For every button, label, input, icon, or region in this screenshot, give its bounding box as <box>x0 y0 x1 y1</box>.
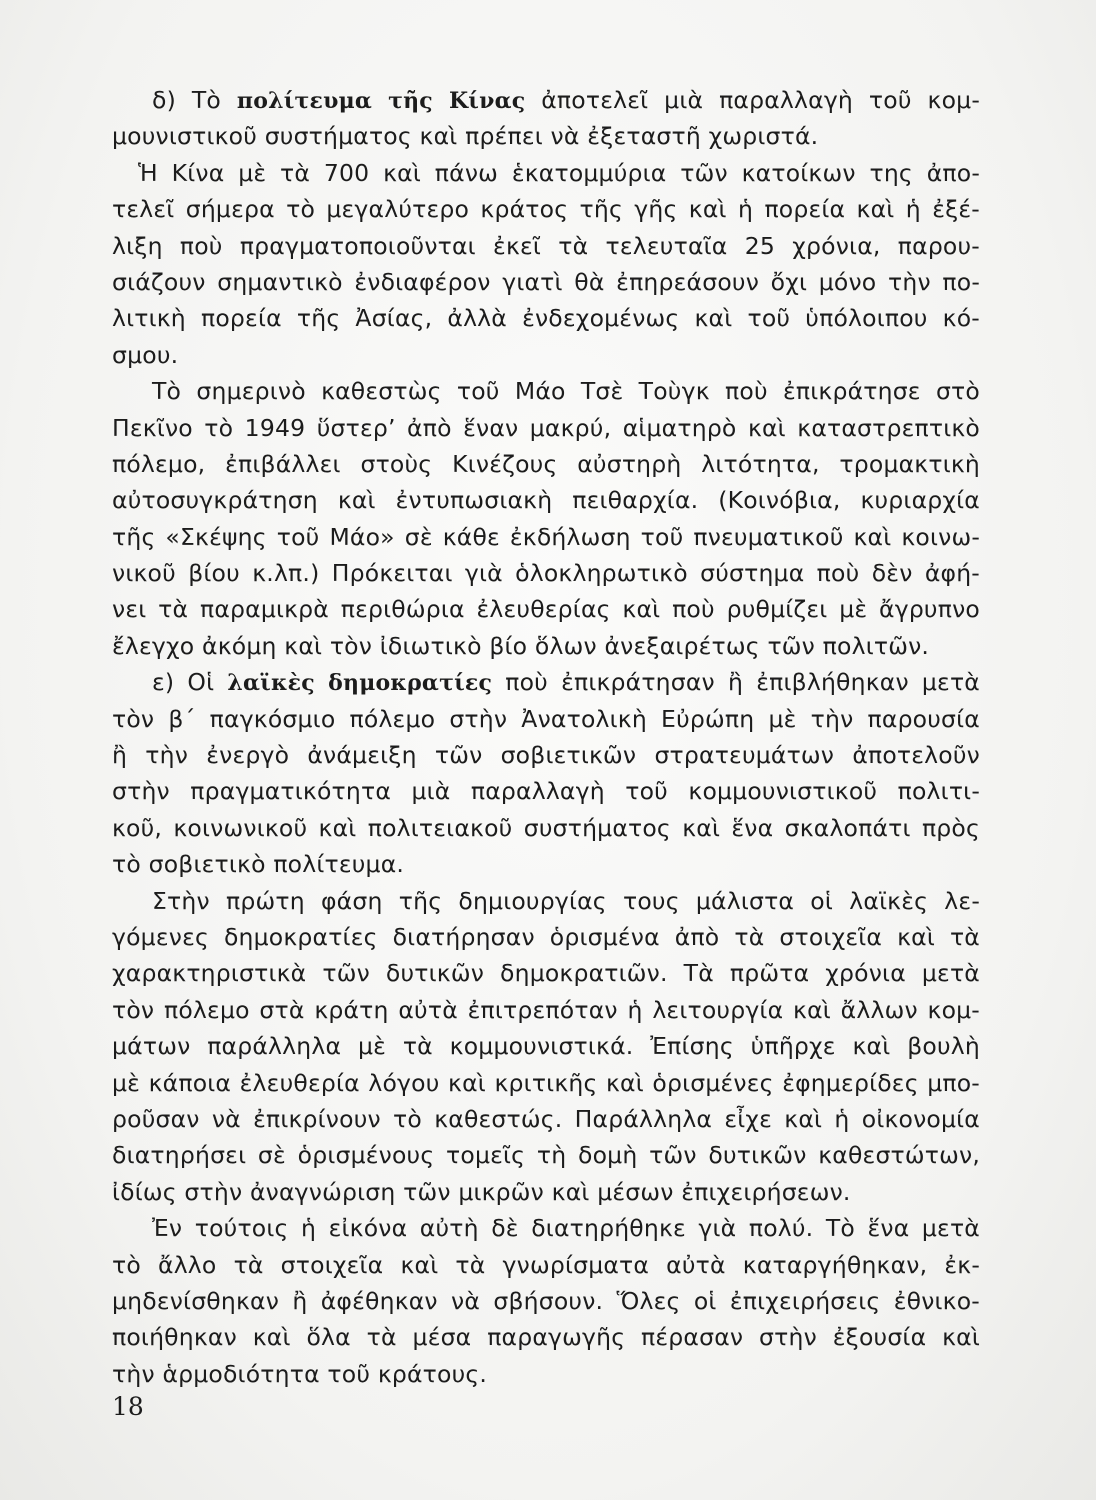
text-span: ε) Οἱ <box>152 668 228 697</box>
text-line: αὐτοσυγκράτηση καὶ ἐντυπωσιακὴ πειθαρχία. (Κοινόβια, κυριαρχία <box>112 486 980 515</box>
text-line: λιτικὴ πορεία τῆς Ἀσίας, ἀλλὰ ἐνδεχομένως καὶ τοῦ ὑπόλοιπου κό- <box>112 304 980 333</box>
text-line: ἔλεγχο ἀκόμη καὶ τὸν ἰδιωτικὸ βίο ὅλων ἀνεξαιρέτως τῶν πολιτῶν. <box>112 631 930 660</box>
text-line: ροῦσαν νὰ ἐπικρίνουν τὸ καθεστώς. Παράλληλα εἶχε καὶ ἡ οἰκονομία <box>112 1104 980 1133</box>
bold-term: λαϊκὲς δημοκρατίες <box>227 670 493 697</box>
text-line <box>112 82 980 118</box>
text-line: ἢ τὴν ἐνεργὸ ἀνάμειξη τῶν σοβιετικῶν στρατευμάτων ἀποτελοῦν <box>112 741 980 770</box>
text-line: Τὸ σημερινὸ καθεστὼς τοῦ Μάο Τσὲ Τοὺγκ ποὺ ἐπικράτησε στὸ <box>152 377 980 406</box>
text-line: ἰδίως στὴν ἀναγνώριση τῶν μικρῶν καὶ μέσων ἐπιχειρήσεων. <box>112 1177 851 1206</box>
text-span: ἀποτελεῖ μιὰ παραλλαγὴ τοῦ κομ- <box>525 86 980 114</box>
text-span: ποὺ ἐπικράτησαν ἢ ἐπιβλήθηκαν μετὰ <box>492 668 981 697</box>
text-line: μηδενίσθηκαν ἢ ἀφέθηκαν νὰ σβήσουν. Ὅλες οἱ ἐπιχειρήσεις ἐθνικο- <box>112 1286 980 1315</box>
text-line: σιάζουν σημαντικὸ ἐνδιαφέρον γιατὶ θὰ ἐπηρεάσουν ὄχι μόνο τὴν πο- <box>112 267 980 296</box>
text-line: σμου. <box>112 340 179 369</box>
text-line: στὴν πραγματικότητα μιὰ παραλλαγὴ τοῦ κομμουνιστικοῦ πολιτι- <box>112 777 980 806</box>
text-line: μάτων παράλληλα μὲ τὰ κομμουνιστικά. Ἐπίσης ὑπῆρχε καὶ βουλὴ <box>112 1032 980 1061</box>
text-line: Ἐν τούτοις ἡ εἰκόνα αὐτὴ δὲ διατηρήθηκε γιὰ πολύ. Τὸ ἕνα μετὰ <box>152 1214 980 1243</box>
text-line: τὸν πόλεμο στὰ κράτη αὐτὰ ἐπιτρεπόταν ἡ λειτουργία καὶ ἄλλων κομ- <box>112 995 980 1024</box>
text-line: τελεῖ σήμερα τὸ μεγαλύτερο κράτος τῆς γῆς καὶ ἡ πορεία καὶ ἡ ἐξέ- <box>112 195 980 224</box>
text-line: κοῦ, κοινωνικοῦ καὶ πολιτειακοῦ συστήματος καὶ ἕνα σκαλοπάτι πρὸς <box>112 813 980 842</box>
text-line: μὲ κάποια ἐλευθερία λόγου καὶ κριτικῆς καὶ ὁρισμένες ἐφημερίδες μπο- <box>112 1068 980 1097</box>
text-line: πόλεμο, ἐπιβάλλει στοὺς Κινέζους αὐστηρὴ λιτότητα, τρομακτικὴ <box>112 449 980 478</box>
text-line: νικοῦ βίου κ.λπ.) Πρόκειται γιὰ ὁλοκληρωτικὸ σύστημα ποὺ δὲν ἀφή- <box>112 559 980 588</box>
text-line: Ἡ Κίνα μὲ τὰ 700 καὶ πάνω ἑκατομμύρια τῶν κατοίκων της ἀπο- <box>138 158 980 187</box>
bold-term: πολίτευμα τῆς Κίνας <box>236 88 526 114</box>
text-line: χαρακτηριστικὰ τῶν δυτικῶν δημοκρατιῶν. Τὰ πρῶτα χρόνια μετὰ <box>112 959 980 988</box>
text-line: τὸ σοβιετικὸ πολίτευμα. <box>112 850 405 879</box>
text-line: τὸν β΄ παγκόσμιο πόλεμο στὴν Ἀνατολικὴ Εὐρώπη μὲ τὴν παρουσία <box>112 704 980 733</box>
text-line: τῆς «Σκέψης τοῦ Μάο» σὲ κάθε ἐκδήλωση τοῦ πνευματικοῦ καὶ κοινω- <box>112 522 980 551</box>
body-text <box>112 82 980 1392</box>
text-line: γόμενες δημοκρατίες διατήρησαν ὁρισμένα ἀπὸ τὰ στοιχεῖα καὶ τὰ <box>112 922 980 951</box>
text-line: διατηρήσει σὲ ὁρισμένους τομεῖς τὴ δομὴ τῶν δυτικῶν καθεστώτων, <box>112 1141 980 1170</box>
text-line: ποιήθηκαν καὶ ὅλα τὰ μέσα παραγωγῆς πέρασαν στὴν ἐξουσία καὶ <box>112 1323 980 1352</box>
text-line: μουνιστικοῦ συστήματος καὶ πρέπει νὰ ἐξεταστῆ χωριστά. <box>112 122 819 151</box>
text-line: τὴν ἁρμοδιότητα τοῦ κράτους. <box>112 1359 488 1388</box>
text-line: νει τὰ παραμικρὰ περιθώρια ἐλευθερίας καὶ ποὺ ρυθμίζει μὲ ἄγρυπνο <box>112 595 980 624</box>
text-line <box>112 664 980 700</box>
text-line: λιξη ποὺ πραγματοποιοῦνται ἐκεῖ τὰ τελευταῖα 25 χρόνια, παρου- <box>112 231 980 260</box>
text-line: Στὴν πρώτη φάση τῆς δημιουργίας τους μάλιστα οἱ λαϊκὲς λε- <box>152 886 980 915</box>
text-line: τὸ ἄλλο τὰ στοιχεῖα καὶ τὰ γνωρίσματα αὐτὰ καταργήθηκαν, ἐκ- <box>112 1250 980 1279</box>
page-number: 18 <box>112 1392 144 1421</box>
text-line: Πεκῖνο τὸ 1949 ὕστερ’ ἀπὸ ἕναν μακρύ, αἱματηρὸ καὶ καταστρεπτικὸ <box>112 413 980 442</box>
text-span: δ) Τὸ <box>152 86 237 114</box>
